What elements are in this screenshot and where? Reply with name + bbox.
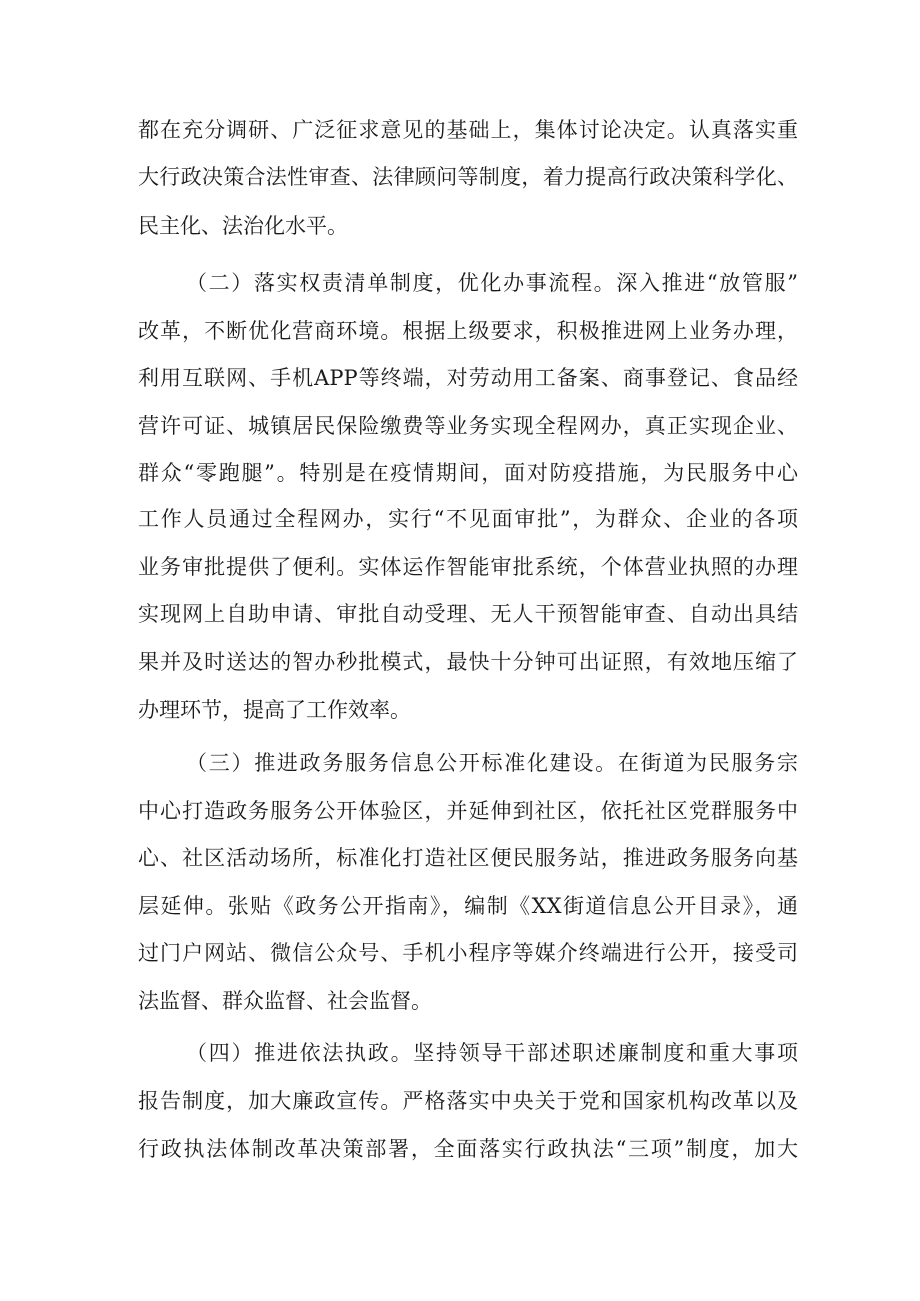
text-line-1: 都在充分调研、广泛征求意见的基础上，集体讨论决定。认真落实重 [138,118,798,142]
text-line-8: 群众“零跑腿”。特别是在疫情期间，面对防疫措施，为民服务中心 [138,461,798,485]
text-line-2: 大行政决策合法性审查、法律顾问等制度，着力提高行政决策科学化、 [138,165,798,189]
paragraph-3-heading-line: （三）推进政务服务信息公开标准化建设。在街道为民服务宗 [186,751,798,775]
paragraph-4-heading-line: （四）推进依法执政。坚持领导干部述职述廉制度和重大事项 [186,1041,798,1065]
text-line-6: 利用互联网、手机APP等终端，对劳动用工备案、商事登记、食品经 [138,366,798,390]
text-line-22: 行政执法体制改革决策部署，全面落实行政执法“三项”制度，加大 [138,1137,798,1161]
paragraph-2-heading-line: （二）落实权责清单制度，优化办事流程。深入推进“放管服” [186,271,798,295]
text-line-3: 民主化、法治化水平。 [138,214,348,238]
text-line-10: 业务审批提供了便利。实体运作智能审批系统，个体营业执照的办理 [138,555,798,579]
text-line-11: 实现网上自助申请、审批自动受理、无人干预智能审查、自动出具结 [138,602,798,626]
text-line-21: 报告制度，加大廉政宣传。严格落实中央关于党和国家机构改革以及 [138,1089,798,1113]
text-line-16: 心、社区活动场所，标准化打造社区便民服务站，推进政务服务向基 [138,846,798,870]
text-line-15: 中心打造政务服务公开体验区，并延伸到社区，依托社区党群服务中 [138,799,798,823]
text-line-12: 果并及时送达的智办秒批模式，最快十分钟可出证照，有效地压缩了 [138,650,798,674]
text-line-7: 营许可证、城镇居民保险缴费等业务实现全程网办，真正实现企业、 [138,414,798,438]
text-line-18: 过门户网站、微信公众号、手机小程序等媒介终端进行公开，接受司 [138,941,798,965]
text-line-13: 办理环节，提高了工作效率。 [138,698,411,722]
text-line-19: 法监督、群众监督、社会监督。 [138,989,432,1013]
text-line-5: 改革，不断优化营商环境。根据上级要求，积极推进网上业务办理， [138,319,798,343]
text-line-9: 工作人员通过全程网办，实行“不见面审批”，为群众、企业的各项 [138,507,798,531]
text-line-17: 层延伸。张贴《政务公开指南》，编制《XX街道信息公开目录》，通 [138,894,798,918]
